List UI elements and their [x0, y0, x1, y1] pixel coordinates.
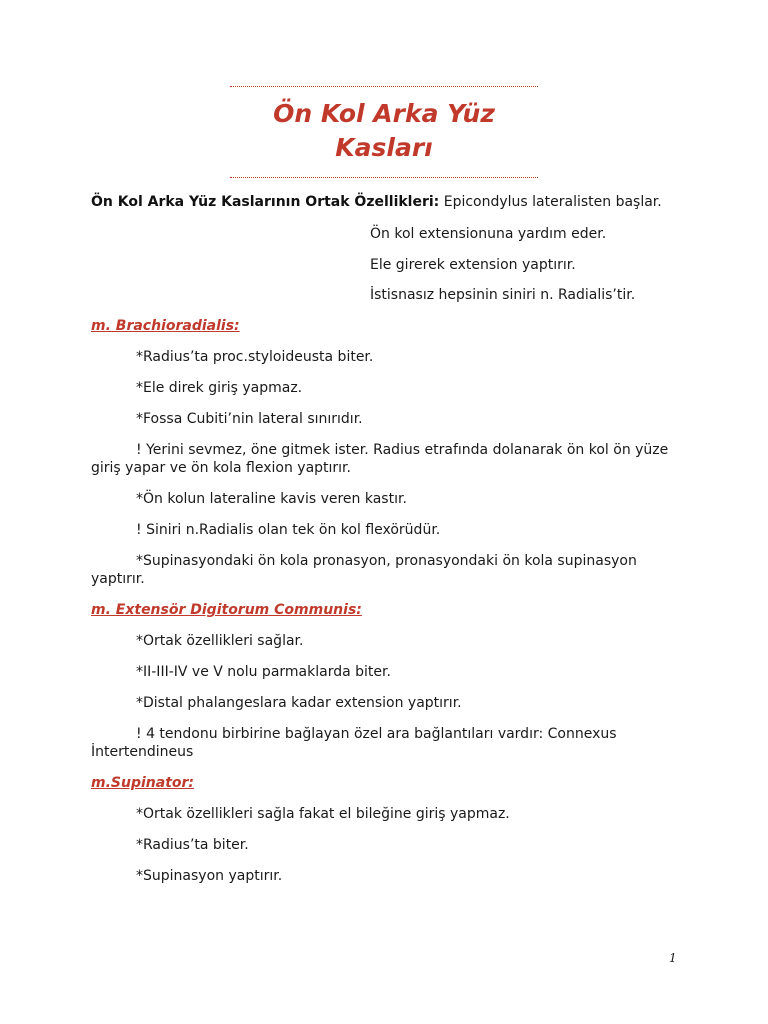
list-item: *II-III-IV ve V nolu parmaklarda biter. [136, 664, 391, 680]
common-feature: Ele girerek extension yaptırır. [370, 257, 576, 273]
list-item: *Radius’ta proc.styloideusta biter. [136, 349, 374, 365]
list-item: *Ele direk giriş yapmaz. [136, 380, 303, 396]
list-item: *Radius’ta biter. [136, 837, 249, 853]
page-title-line-2: Kasları [335, 133, 433, 162]
list-item: *Fossa Cubiti’nin lateral sınırıdır. [136, 411, 363, 427]
list-item: *Supinasyon yaptırır. [136, 868, 283, 884]
page-title-line-1: Ön Kol Arka Yüz [273, 99, 495, 128]
title-top-rule [230, 86, 538, 87]
section-heading-extensor-digitorum: m. Extensör Digitorum Communis: [91, 602, 362, 618]
section-heading-supinator: m.Supinator: [91, 775, 195, 791]
section-heading-brachioradialis: m. Brachioradialis: [91, 318, 240, 334]
list-item: *Distal phalangeslara kadar extension yaptırır. [136, 695, 462, 711]
intro-paragraph [91, 193, 681, 211]
page-number: 1 [669, 951, 677, 965]
list-item: *Ortak özellikleri sağlar. [136, 633, 304, 649]
title-block [230, 86, 538, 178]
list-item: ! Yerini sevmez, öne gitmek ister. Radius etrafında dolanarak ön kol ön yüze giriş yapar ve ön kola flexion yaptırır. [91, 442, 669, 476]
intro-text: Epicondylus lateralisten başlar. [443, 194, 662, 210]
list-item: *Ortak özellikleri sağla fakat el bileğine giriş yapmaz. [136, 806, 510, 822]
title-bottom-rule [230, 177, 538, 178]
list-item: ! 4 tendonu birbirine bağlayan özel ara bağlantıları vardır: Connexus İntertendineus [91, 726, 617, 760]
common-feature: İstisnasız hepsinin siniri n. Radialis’tir. [370, 287, 636, 303]
intro-label: Ön Kol Arka Yüz Kaslarının Ortak Özellikleri: [91, 194, 440, 210]
list-item: *Ön kolun lateraline kavis veren kastır. [136, 491, 407, 507]
common-feature: Ön kol extensionuna yardım eder. [370, 226, 607, 242]
list-item: *Supinasyondaki ön kola pronasyon, pronasyondaki ön kola supinasyon yaptırır. [91, 553, 637, 587]
list-item: ! Siniri n.Radialis olan tek ön kol flexörüdür. [136, 522, 441, 538]
